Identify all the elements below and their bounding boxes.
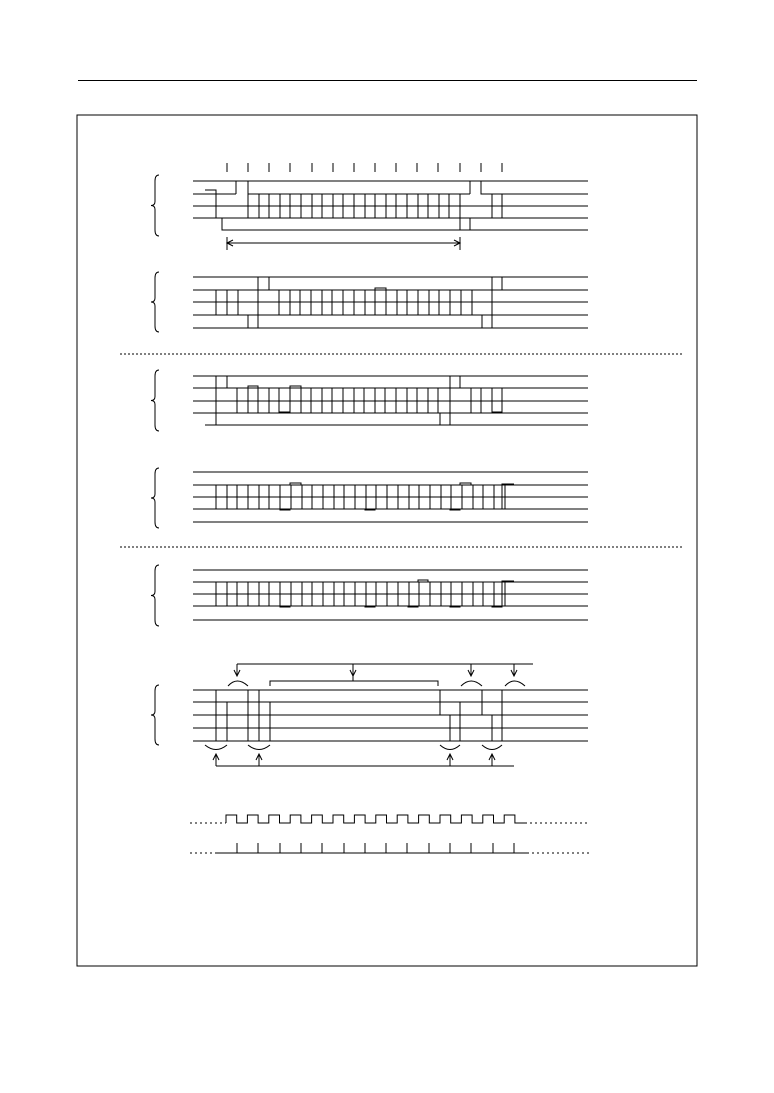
cap-curve <box>505 681 525 686</box>
step-edge <box>470 181 492 218</box>
step-edge <box>460 218 470 230</box>
group-brace <box>151 370 159 431</box>
cap-curve <box>228 681 248 686</box>
group-brace <box>151 565 159 626</box>
group-brace <box>151 685 159 745</box>
pulse <box>236 181 248 194</box>
step-edge <box>238 290 258 328</box>
waveform-group-2 <box>151 272 588 332</box>
waveform-group-3 <box>151 370 588 431</box>
timing-relationship-group <box>151 664 588 766</box>
cap-curve <box>482 745 502 750</box>
cap-curve <box>461 681 482 686</box>
clock-waveform <box>226 815 526 823</box>
clock-reference-group <box>190 815 590 853</box>
step-edge <box>205 190 236 230</box>
waveform-group-5 <box>151 565 588 626</box>
group-brace <box>151 272 159 332</box>
cap-curve <box>205 745 227 750</box>
group-brace <box>151 468 159 528</box>
waveform-groups <box>151 163 590 853</box>
waveform-group-4 <box>151 468 588 528</box>
group-brace <box>151 175 159 236</box>
cap-curve <box>440 745 460 750</box>
cap-curve <box>248 745 270 750</box>
waveform-group-1 <box>151 163 588 250</box>
pulse <box>258 277 269 290</box>
span-bracket <box>270 681 438 686</box>
